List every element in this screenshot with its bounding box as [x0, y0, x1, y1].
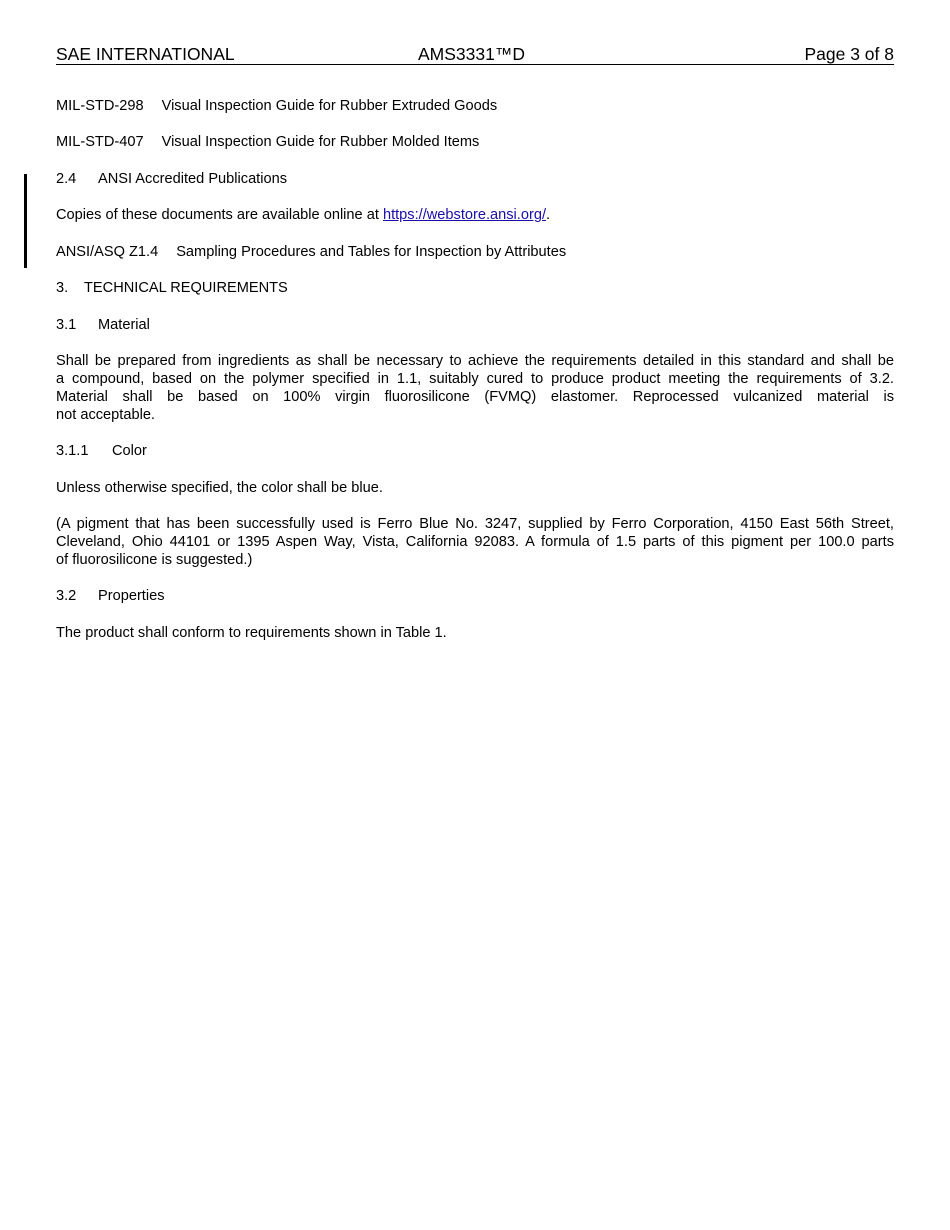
paragraph-line: Shall be prepared from ingredients as shall be necessary to achieve the requirements detailed in this standard and shall be: [56, 353, 894, 369]
reference-mil-std-298: [56, 97, 497, 115]
reference-code: MIL-STD-407: [56, 134, 144, 150]
paragraph-line: (A pigment that has been successfully used is Ferro Blue No. 3247, supplied by Ferro Corporation, 4150 East 56th Street,: [56, 516, 894, 532]
pigment-paragraph: [56, 515, 894, 569]
page-header: [56, 44, 894, 65]
section-heading-3: [56, 279, 288, 297]
section-number: 3.: [56, 280, 69, 296]
copies-text: Copies of these documents are available online at: [56, 207, 383, 223]
reference-code: ANSI/ASQ Z1.4: [56, 244, 159, 260]
section-number: 2.4: [56, 171, 77, 187]
header-organization: SAE INTERNATIONAL: [56, 44, 235, 64]
section-title: TECHNICAL REQUIREMENTS: [84, 280, 288, 296]
section-title: Material: [98, 317, 150, 333]
section-number: 3.2: [56, 588, 77, 604]
ansi-copies-text: [56, 206, 550, 224]
section-heading-3-1: [56, 316, 150, 334]
paragraph-line: Cleveland, Ohio 44101 or 1395 Aspen Way, Vista, California 92083. A formula of 1.5 parts of this pigment per 100.0 parts: [56, 534, 894, 550]
paragraph-line: of fluorosilicone is suggested.): [56, 552, 253, 568]
paragraph-line: not acceptable.: [56, 407, 155, 423]
color-requirement-text: Unless otherwise specified, the color shall be blue.: [56, 480, 383, 496]
ansi-webstore-link[interactable]: https://webstore.ansi.org/: [382, 207, 546, 223]
section-title: Color: [112, 443, 147, 459]
header-document-number: AMS3331™D: [418, 44, 525, 64]
properties-text: The product shall conform to requirements shown in Table 1.: [56, 625, 447, 641]
section-number: 3.1: [56, 317, 77, 333]
copies-end: .: [546, 207, 551, 223]
paragraph-line: Material shall be based on 100% virgin fluorosilicone (FVMQ) elastomer. Reprocessed vulcanized material is: [56, 389, 894, 405]
section-heading-3-1-1: [56, 442, 147, 460]
paragraph-line: a compound, based on the polymer specified in 1.1, suitably cured to produce product meeting the requirements of 3.2.: [56, 371, 894, 387]
reference-title: Sampling Procedures and Tables for Inspection by Attributes: [176, 244, 567, 260]
reference-ansi-asq-z1-4: [56, 243, 566, 261]
section-title: ANSI Accredited Publications: [98, 171, 288, 187]
header-page-number: Page 3 of 8: [804, 44, 894, 64]
revision-change-bar: [24, 174, 27, 268]
reference-title: Visual Inspection Guide for Rubber Extruded Goods: [161, 98, 498, 114]
section-title: Properties: [98, 588, 165, 604]
section-heading-2-4: [56, 170, 287, 188]
material-paragraph: [56, 352, 894, 424]
reference-code: MIL-STD-298: [56, 98, 144, 114]
section-heading-3-2: [56, 587, 165, 605]
section-number: 3.1.1: [56, 443, 89, 459]
reference-title: Visual Inspection Guide for Rubber Molded Items: [161, 134, 480, 150]
reference-mil-std-407: [56, 133, 479, 151]
